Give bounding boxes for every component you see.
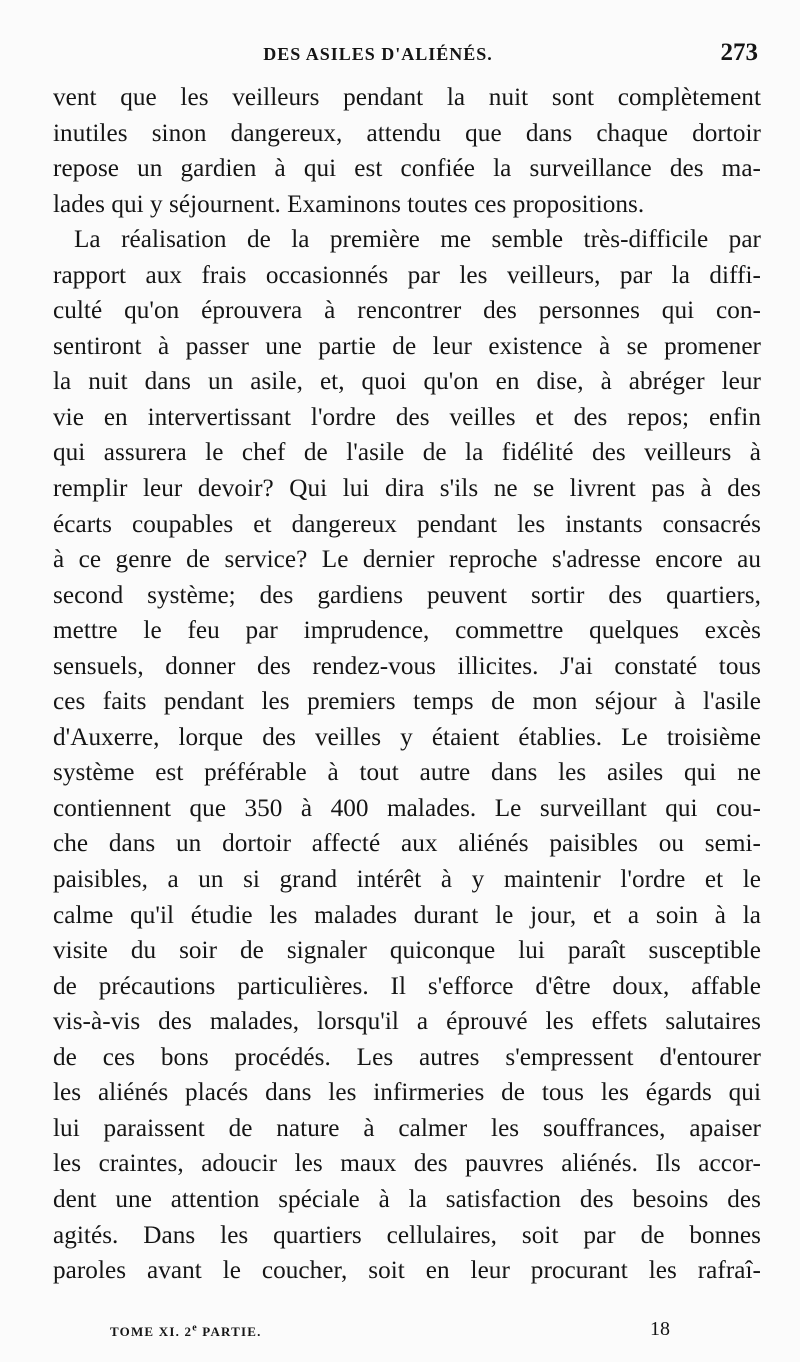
text-line: paroles avant le coucher, soit en leur procurant les rafraî-: [53, 1257, 761, 1285]
text-line: de ces bons procédés. Les autres s'empressent d'entourer: [53, 1043, 761, 1071]
text-line: à ce genre de service? Le dernier reproche s'adresse encore au: [53, 546, 761, 574]
text-line: vis-à-vis des malades, lorsqu'il a éprouvé les effets salutaires: [53, 1008, 761, 1036]
text-line: La réalisation de la première me semble très-difficile par: [74, 226, 761, 254]
volume-signature: [110, 1324, 262, 1340]
text-line: culté qu'on éprouvera à rencontrer des personnes qui con-: [53, 297, 761, 325]
text-line: calme qu'il étudie les malades durant le jour, et a soin à la: [53, 901, 761, 929]
text-line: mettre le feu par imprudence, commettre quelques excès: [53, 617, 761, 645]
text-line: sensuels, donner des rendez-vous illicites. J'ai constaté tous: [53, 652, 761, 680]
text-line: de précautions particulières. Il s'efforce d'être doux, affable: [53, 972, 761, 1000]
text-line: second système; des gardiens peuvent sortir des quartiers,: [53, 581, 761, 609]
text-line: repose un gardien à qui est confiée la surveillance des ma-: [53, 155, 761, 183]
text-line: système est préférable à tout autre dans les asiles qui ne: [53, 759, 761, 787]
signature-prefix: TOME XI. 2: [110, 1324, 193, 1339]
text-line: agités. Dans les quartiers cellulaires, soit par de bonnes: [53, 1221, 761, 1249]
text-line: vent que les veilleurs pendant la nuit sont complètement: [53, 84, 761, 111]
text-line: lui paraissent de nature à calmer les souffrances, apaiser: [53, 1114, 761, 1142]
text-line: contiennent que 350 à 400 malades. Le surveillant qui cou-: [53, 794, 761, 822]
body-text: [53, 80, 761, 1289]
text-line: visite du soir de signaler quiconque lui paraît susceptible: [53, 937, 761, 965]
signature-suffix: PARTIE.: [197, 1324, 262, 1339]
text-line: les craintes, adoucir les maux des pauvres aliénés. Ils accor-: [53, 1150, 761, 1178]
text-line: d'Auxerre, lorque des veilles y étaient établies. Le troisième: [53, 723, 761, 751]
text-line: lades qui y séjournent. Examinons toutes ces propositions.: [53, 190, 645, 218]
text-line: sentiront à passer une partie de leur existence à se promener: [53, 332, 761, 360]
text-line: écarts coupables et dangereux pendant les instants consacrés: [53, 510, 761, 538]
text-line: dent une attention spéciale à la satisfaction des besoins des: [53, 1185, 761, 1213]
text-line: che dans un dortoir affecté aux aliénés paisibles ou semi-: [53, 830, 761, 858]
text-line: inutiles sinon dangereux, attendu que dans chaque dortoir: [53, 119, 761, 147]
page-footer: [110, 1318, 670, 1348]
signature-mark: 18: [650, 1318, 670, 1340]
running-head: DES ASILES D'ALIÉNÉS.: [263, 44, 493, 64]
text-line: vie en intervertissant l'ordre des veilles et des repos; enfin: [53, 403, 761, 431]
text-line: qui assurera le chef de l'asile de la fidélité des veilleurs à: [53, 439, 761, 467]
page-number: 273: [720, 39, 758, 66]
text-line: rapport aux frais occasionnés par les veilleurs, par la diffi-: [53, 261, 761, 289]
text-line: la nuit dans un asile, et, quoi qu'on en dise, à abréger leur: [53, 368, 761, 396]
text-line: paisibles, a un si grand intérêt à y maintenir l'ordre et le: [53, 866, 761, 894]
signature-superscript: e: [192, 1322, 198, 1334]
page-header: [52, 39, 764, 73]
text-line: les aliénés placés dans les infirmeries de tous les égards qui: [53, 1079, 761, 1107]
text-line: remplir leur devoir? Qui lui dira s'ils ne se livrent pas à des: [53, 475, 761, 503]
text-line: ces faits pendant les premiers temps de mon séjour à l'asile: [53, 688, 761, 716]
